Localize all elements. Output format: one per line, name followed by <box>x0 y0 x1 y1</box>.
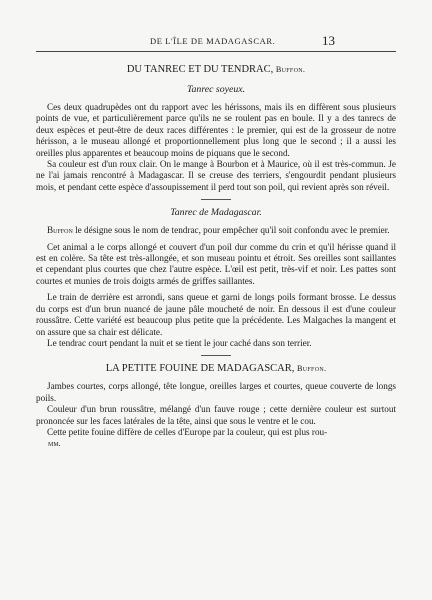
paragraph-lead: Buffon <box>47 225 73 236</box>
header-rule <box>36 51 396 52</box>
running-head: DE L'ÎLE DE MADAGASCAR. <box>150 36 276 46</box>
divider <box>201 355 231 356</box>
paragraph: Jambes courtes, corps allongé, tête longue, oreilles larges et courtes, queue couverte de longs poils. <box>36 381 396 403</box>
paragraph-rest: le désigne sous le nom de tendrac, pour empêcher qu'il soit confondu avec le premier. <box>72 225 390 236</box>
section-title-text: DU TANREC ET DU TENDRAC, <box>126 64 274 75</box>
section-author: Buffon. <box>297 364 327 374</box>
section-title-text: LA PETITE FOUINE DE MADAGASCAR, <box>105 363 295 375</box>
paragraph: Le train de derrière est arrondi, sans queue et garni de longs poils formant brosse. Le dessus du corps est d'un brun nuancé de jaune pâle moucheté de noir. En dessous il est d'une couleur roussâtre. Cette variété est beaucoup plus petite que la précédente. Les Malgaches la mangent et on assure que sa chair est délicate. <box>36 292 396 337</box>
subheading-tanrec-madagascar: Tanrec de Madagascar. <box>170 207 262 219</box>
page-body <box>36 60 396 450</box>
paragraph: Le tendrac court pendant la nuit et se tient le jour caché dans son terrier. <box>47 337 312 348</box>
paragraph: Sa couleur est d'un roux clair. On le mange à Bourbon et à Maurice, où il est très-commun. Je ne l'ai jamais rencontré à Madagascar. Il se creuse des terriers, s'engourdit pendant plusieurs mois, et pendant cette espèce d'assoupissement il perd tout son poil, qui revient après son réveil. <box>36 159 396 192</box>
page-number: 13 <box>322 33 335 48</box>
section-title-fouine <box>36 362 396 376</box>
page-header <box>0 33 432 50</box>
paragraph <box>36 225 396 236</box>
divider <box>201 199 231 200</box>
section-title-tanrec <box>36 63 396 77</box>
subheading-tanrec-soyeux: Tanrec soyeux. <box>186 84 246 95</box>
continued-line: mm. <box>48 439 61 449</box>
paragraph: Cet animal a le corps allongé et couvert d'un poil dur comme du crin et qu'il hérisse quand il est en colère. Sa tête est très-allongée, et son museau pointu et étroit. Ses oreilles sont saillantes et cependant plus courtes que chez l'autre espèce. L'œil est petit, très-vif et noir. Les pattes sont courtes et munies de trois doigts armés de griffes saillantes. <box>36 241 396 286</box>
paragraph: Ces deux quadrupèdes ont du rapport avec les hérissons, mais ils en diffèrent sous plusieurs points de vue, et particulièrement parce qu'ils ne se roulent pas en boule. Il y a des tanrecs de deux espèces et peut-être de deux races différentes : le premier, qui est de la grosseur de notre hérisson, a le museau allongé et proportionnellement plus long que le second ; il a aussi les oreilles plus apparentes et beaucoup moins de piquans que le second. <box>36 102 396 158</box>
paragraph: Cette petite fouine diffère de celles d'Europe par la couleur, qui est plus rou- <box>47 426 328 437</box>
section-author: Buffon. <box>275 65 306 74</box>
paragraph: Couleur d'un brun roussâtre, mélangé d'un fauve rouge ; cette dernière couleur est surtout prononcée sur les faces latérales de la tête, ainsi que sous le ventre et le cou. <box>36 404 396 426</box>
